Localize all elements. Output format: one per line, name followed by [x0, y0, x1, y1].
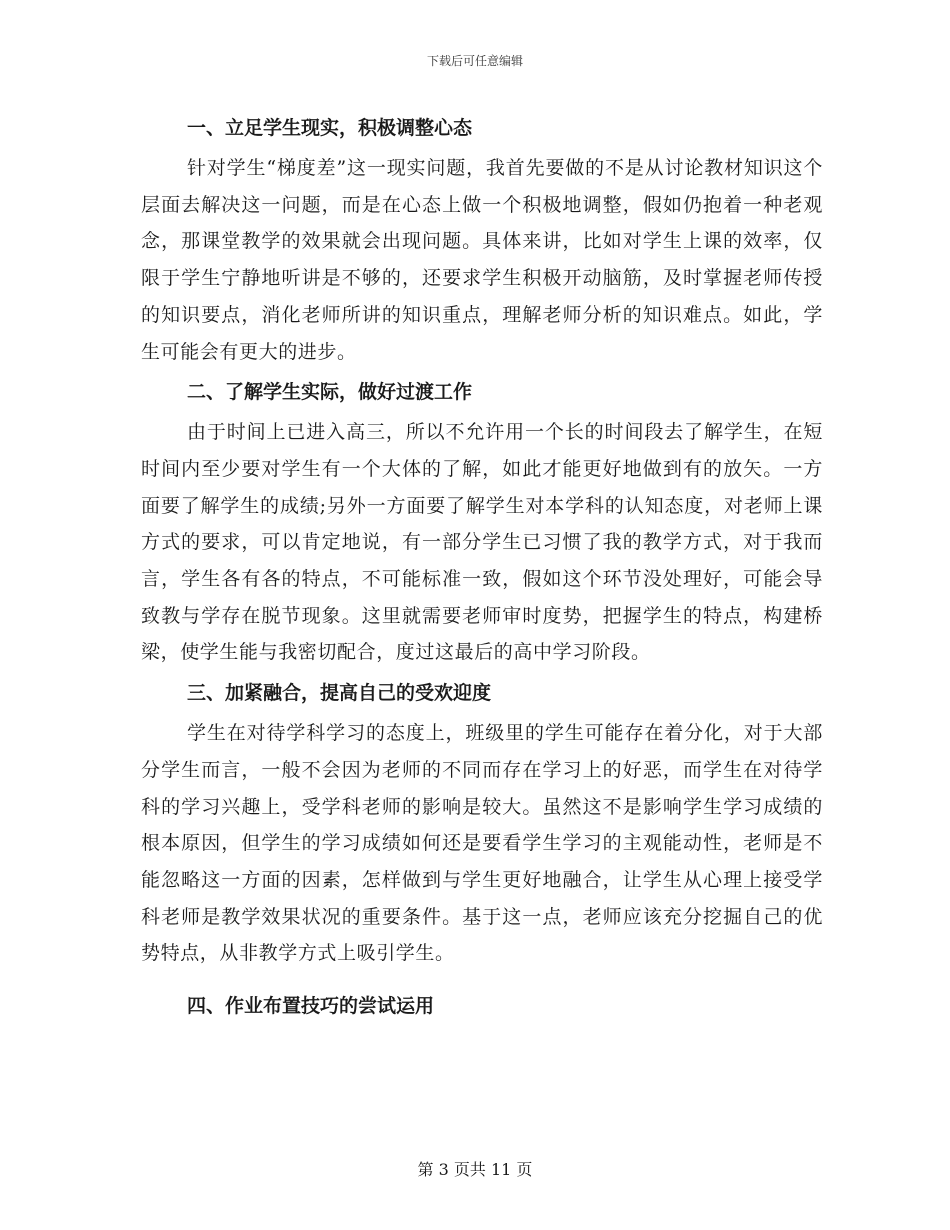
- page-header: 下载后可任意编辑: [426, 54, 523, 68]
- section-paragraph-2: 由于时间上已进入高三，所以不允许用一个长的时间段去了解学生，在短时间内至少要对学生有一个大体的了解，如此才能更好地做到有的放矢。一方面要了解学生的成绩;另外一方面要了解学生对本学科的认知态度，对老师上课方式的要求，可以肯定地说，有一部分学生已习惯了我的教学方式，对于我而言，学生各有各的特点，不可能标准一致，假如这个环节没处理好，可能会导致教与学存在脱节现象。这里就需要老师审时度势，把握学生的特点，构建桥梁，使学生能与我密切配合，度过这最后的高中学习阶段。: [141, 421, 823, 664]
- section-paragraph-1: 针对学生“梯度差”这一现实问题，我首先要做的不是从讨论教材知识这个层面去解决这一问题，而是在心态上做一个积极地调整，假如仍抱着一种老观念，那课堂教学的效果就会出现问题。具体来讲，比如对学生上课的效率，仅限于学生宁静地听讲是不够的，还要求学生积极开动脑筋，及时掌握老师传授的知识要点，消化老师所讲的知识重点，理解老师分析的知识难点。如此，学生可能会有更大的进步。: [141, 157, 823, 363]
- section-heading-1: 一、立足学生现实，积极调整心态: [187, 117, 473, 139]
- section-heading-2: 二、了解学生实际，做好过渡工作: [187, 381, 473, 404]
- section-paragraph-3: 学生在对待学科学习的态度上，班级里的学生可能存在着分化，对于大部分学生而言，一般不会因为老师的不同而存在学习上的好恶，而学生在对待学科的学习兴趣上，受学科老师的影响是较大。虽然这不是影响学生学习成绩的根本原因，但学生的学习成绩如何还是要看学生学习的主观能动性，老师是不能忽略这一方面的因素，怎样做到与学生更好地融合，让学生从心理上接受学科老师是教学效果状况的重要条件。基于这一点，老师应该充分挖掘自己的优势特点，从非教学方式上吸引学生。: [141, 722, 823, 965]
- page-footer: 第 3 页共 11 页: [417, 1160, 533, 1179]
- section-heading-4: 四、作业布置技巧的尝试运用: [187, 995, 435, 1018]
- section-heading-3: 三、加紧融合，提高自己的受欢迎度: [187, 682, 492, 705]
- document-body: [141, 106, 823, 1028]
